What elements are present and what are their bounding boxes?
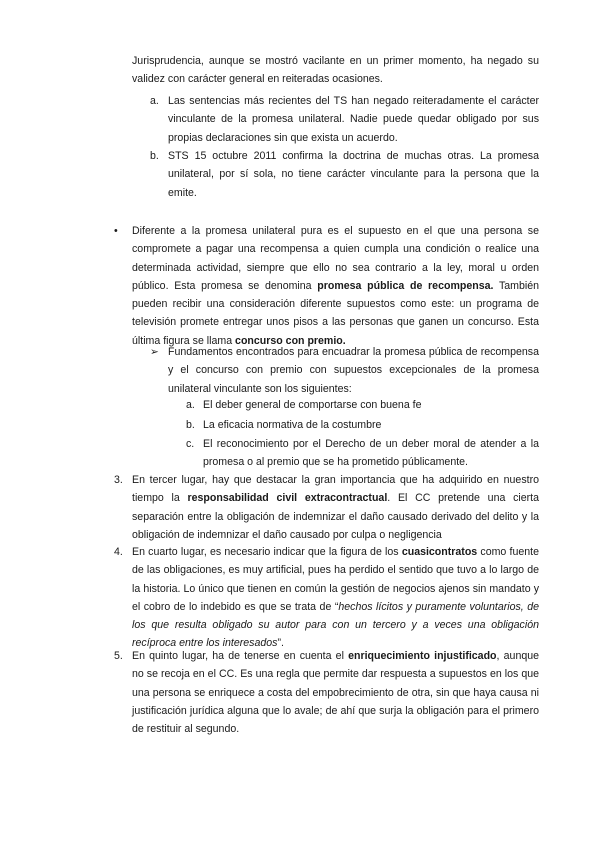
bullet-text — [132, 222, 539, 350]
item-4-italic-quote: hechos lícitos y puramente voluntarios, de los que resulta obligado su autor para con un tercero y a veces una obligación recíproca entre los interesados — [132, 600, 540, 650]
sub-a-paragraph — [168, 92, 539, 147]
fund-a-item — [203, 396, 539, 414]
item-3-part-1: En tercer lugar, hay que destacar la gran importancia que ha adquirido en nuestro tiempo la — [132, 474, 539, 505]
sub-b-marker: b. — [150, 150, 159, 162]
responsabilidad-bold: responsabilidad civil extracontractual — [187, 492, 388, 505]
sub-a-text: Las sentencias más recientes del TS han negado reiteradamente el carácter vinculante de la promesa unilateral. Nadie puede quedar obligado por sus propias declaraciones sin que exista un acuerdo. — [168, 95, 539, 144]
item-4-paragraph — [132, 543, 539, 653]
concurso-premio-bold: concurso con premio. — [235, 334, 346, 347]
intro-paragraph — [132, 52, 539, 89]
bullet-text-part-2: También pueden recibir una consideración diferente supuestos como este: un programa de televisión promete entregar unos pisos a las personas que ganen un concurso. Esta última figura se llama — [132, 279, 539, 347]
bullet-marker: • — [114, 225, 118, 237]
sub-a-marker: a. — [150, 95, 159, 107]
arrow-text: Fundamentos encontrados para encuadrar la promesa pública de recompensa y el concurso con premio con supuestos excepcionales de la promesa unilateral vinculante son los siguientes: — [168, 346, 539, 395]
fund-b-marker: b. — [186, 419, 195, 431]
item-4-text — [132, 543, 539, 653]
bullet-paragraph — [132, 222, 539, 350]
fund-b-item — [203, 416, 539, 434]
fund-c-item — [203, 435, 539, 472]
sub-b-paragraph — [168, 147, 539, 202]
promesa-publica-bold: promesa pública de recompensa. — [317, 279, 494, 292]
bullet-text-part-1: Diferente a la promesa unilateral pura es el supuesto en el que una persona se compromete a pagar una recompensa a quien cumpla una condición o realice una determinada actividad, siempre que ello no sea contrario a la ley, moral u orden público. Esta promesa se denomina — [132, 225, 539, 292]
item-3-part-2: . El CC pretende una cierta separación entre la obligación de indemnizar el daño causado derivado del delito y la obligación de indemnizar el daño causado por culpa o negligencia — [132, 492, 539, 541]
cuasicontratos-bold: cuasicontratos — [401, 546, 478, 558]
item-5-part-1: En quinto lugar, ha de tenerse en cuenta el — [132, 650, 349, 662]
fund-a-text: El deber general de comportarse con buena fe — [203, 399, 422, 411]
item-4-marker: 4. — [114, 546, 123, 558]
item-3-paragraph — [132, 471, 539, 544]
arrow-paragraph — [168, 343, 539, 398]
sub-b-text: STS 15 octubre 2011 confirma la doctrina de muchas otras. La promesa unilateral, por sí sola, no tiene carácter vinculante para la persona que la emite. — [168, 150, 539, 199]
intro-text: Jurisprudencia, aunque se mostró vacilante en un primer momento, ha negado su validez con carácter general en reiteradas ocasiones. — [132, 55, 539, 86]
fund-c-text: El reconocimiento por el Derecho de un deber moral de atender a la promesa o al premio que se ha prometido públicamente. — [203, 438, 539, 469]
item-5-part-2: , aunque no se recoja en el CC. Es una regla que permite dar respuesta a supuestos en los que una persona se enriquece a costa del empobrecimiento de otra, sin que haya causa ni justificación jurídica alguna que lo avale; de ahí que surja la obligación para el primero de restituir al segundo. — [132, 650, 540, 736]
item-5-text — [132, 647, 539, 738]
enriquecimiento-bold: enriquecimiento injustificado — [348, 650, 497, 662]
item-3-text — [132, 471, 539, 544]
item-4-part-3: ”. — [277, 637, 284, 650]
item-3-marker: 3. — [114, 474, 123, 486]
fund-c-marker: c. — [186, 438, 195, 450]
item-4-part-2: como fuente de las obligaciones, es muy artificial, pues ha perdido el sentido que tuvo a lo largo de la historia. Lo único que tienen en común la gestión de negocios ajenos sin mandato y el cobro de lo indebido es que se trata de “ — [132, 546, 539, 613]
item-5-paragraph — [132, 647, 539, 738]
item-5-marker: 5. — [114, 650, 123, 662]
fund-a-marker: a. — [186, 399, 195, 411]
arrow-marker: ➢ — [150, 346, 159, 358]
item-4-part-1: En cuarto lugar, es necesario indicar que la figura de los — [132, 546, 402, 558]
fund-b-text: La eficacia normativa de la costumbre — [203, 419, 382, 431]
